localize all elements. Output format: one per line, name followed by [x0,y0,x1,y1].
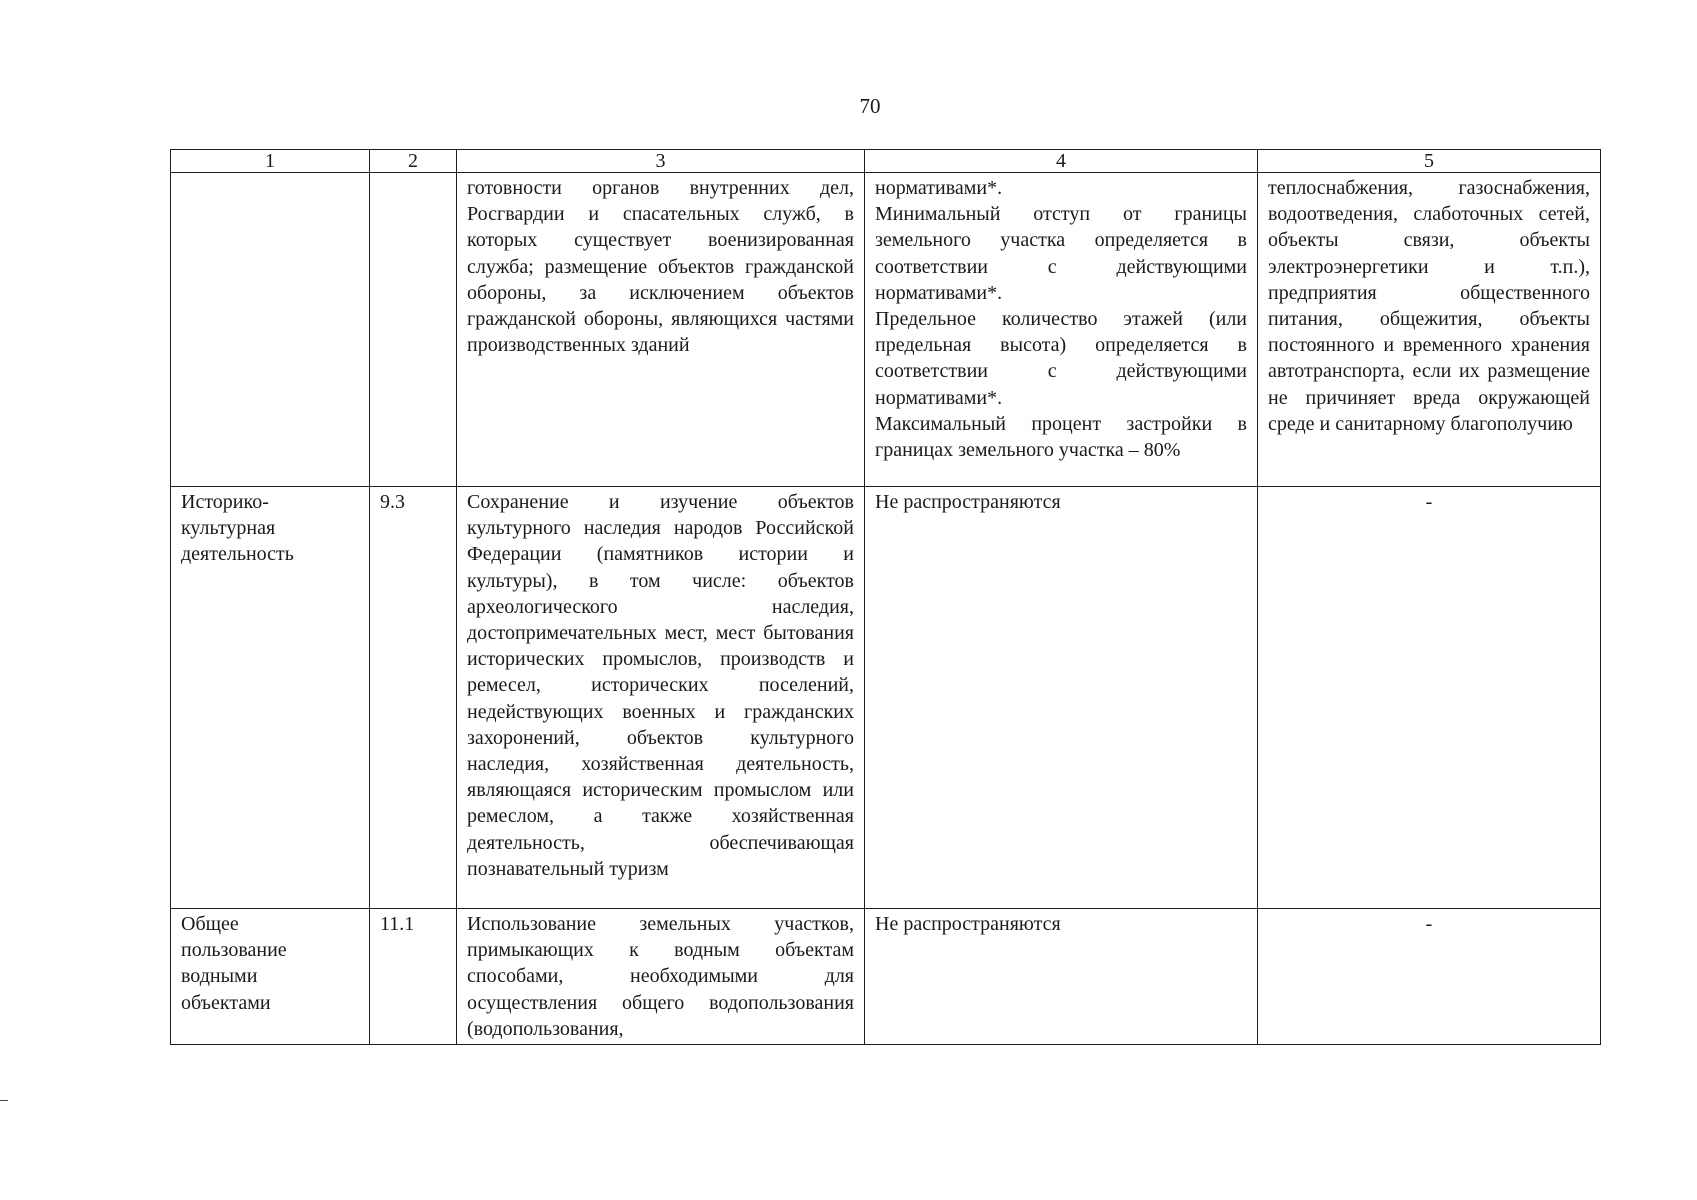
use-name-cell [171,173,370,487]
table-row [171,173,1601,487]
use-code-cell: 9.3 [370,487,457,909]
restrictions-cell: - [1258,909,1601,1045]
table-row [171,909,1601,1045]
column-header-3: 3 [457,150,865,173]
zoning-table [170,149,1601,1045]
restrictions-cell: - [1258,487,1601,909]
table-row [171,487,1601,909]
use-code-cell: 11.1 [370,909,457,1045]
use-description-cell: готовности органов внутренних дел, Росгвардии и спасательных служб, в которых существует военизированная служба; размещение объектов гражданской обороны, за исключением объектов гражданской обороны, являющихся частями производственных зданий [457,173,865,487]
use-description-cell: Сохранение и изучение объектов культурного наследия народов Российской Федерации (памятников истории и культуры), в том числе: объектов археологического наследия, достопримечательных мест, мест бытования исторических промыслов, производств и ремесел, исторических поселений, недействующих военных и гражданских захоронений, объектов культурного наследия, хозяйственная деятельность, являющаяся историческим промыслом или ремеслом, а также хозяйственная деятельность, обеспечивающая познавательный туризм [457,487,865,909]
page-number: 70 [859,94,881,118]
use-name-cell: Общее пользование водными объектами [171,909,370,1045]
margin-mark [0,1100,8,1101]
restrictions-cell: теплоснабжения, газоснабжения, водоотведения, слаботочных сетей, объекты связи, объекты электроэнергетики и т.п.), предприятия общественного питания, общежития, объекты постоянного и временного хранения автотранспорта, если их размещение не причиняет вреда окружающей среде и санитарному благополучию [1258,173,1601,487]
column-header-2: 2 [370,150,457,173]
use-code-cell [370,173,457,487]
column-header-1: 1 [171,150,370,173]
parameters-cell: Не распространяются [865,487,1258,909]
parameters-cell: Не распространяются [865,909,1258,1045]
use-description-cell: Использование земельных участков, примыкающих к водным объектам способами, необходимыми для осуществления общего водопользования (водопользования, [457,909,865,1045]
use-name-cell: Историко-культурная деятельность [171,487,370,909]
column-header-5: 5 [1258,150,1601,173]
column-header-4: 4 [865,150,1258,173]
header-row [171,150,1601,173]
parameters-cell: нормативами*. Минимальный отступ от границы земельного участка определяется в соответствии с действующими нормативами*. Предельное количество этажей (или предельная высота) определяется в соответствии с действующими нормативами*. Максимальный процент застройки в границах земельного участка – 80% [865,173,1258,487]
